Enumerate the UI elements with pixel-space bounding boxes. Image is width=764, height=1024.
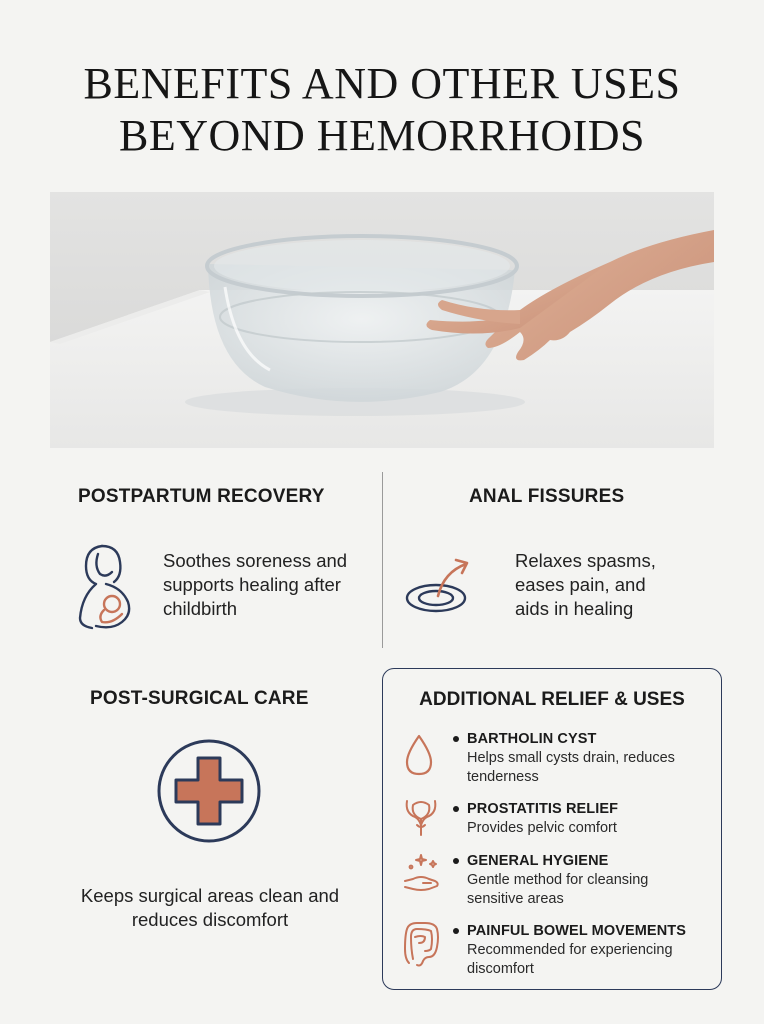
relief-item-name: GENERAL HYGIENE xyxy=(467,853,609,869)
fissures-title: ANAL FISSURES xyxy=(469,486,625,507)
relief-item-name: PROSTATITIS RELIEF xyxy=(467,801,619,817)
mother-baby-icon xyxy=(72,540,144,637)
postpartum-title: POSTPARTUM RECOVERY xyxy=(78,486,325,507)
relief-item-desc: Recommended for experiencing discomfort xyxy=(467,942,673,977)
surgical-text: Keeps surgical areas clean and reduces discomfort xyxy=(80,885,340,930)
droplet-icon xyxy=(401,733,437,782)
title-line-1: BENEFITS AND OTHER USES xyxy=(83,59,681,108)
relief-item-name: BARTHOLIN CYST xyxy=(467,731,597,747)
prostate-icon xyxy=(401,795,441,842)
hand-sparkle-icon xyxy=(401,851,445,900)
bullet xyxy=(453,858,459,864)
ripple-arrow-icon xyxy=(404,552,476,621)
bullet xyxy=(453,806,459,812)
bullet xyxy=(453,736,459,742)
fissures-text: Relaxes spasms, eases pain, and aids in healing xyxy=(515,550,656,619)
bullet xyxy=(453,928,459,934)
relief-item-desc: Helps small cysts drain, reduces tenderness xyxy=(467,750,675,785)
relief-item-desc: Gentle method for cleansing sensitive areas xyxy=(467,872,649,907)
page-title xyxy=(0,58,764,162)
relief-item-name: PAINFUL BOWEL MOVEMENTS xyxy=(467,923,686,939)
additional-title: ADDITIONAL RELIEF & USES xyxy=(419,689,685,710)
title-line-2: BEYOND HEMORRHOIDS xyxy=(118,111,646,160)
medical-cross-icon xyxy=(156,738,262,849)
relief-item-desc: Provides pelvic comfort xyxy=(467,820,617,836)
additional-relief-box xyxy=(382,668,722,990)
surgical-title: POST-SURGICAL CARE xyxy=(90,688,309,709)
postpartum-text: Soothes soreness and supports healing after childbirth xyxy=(163,550,348,619)
intestine-icon xyxy=(401,919,443,974)
column-divider xyxy=(382,472,383,648)
sitz-bath-photo xyxy=(50,192,714,448)
